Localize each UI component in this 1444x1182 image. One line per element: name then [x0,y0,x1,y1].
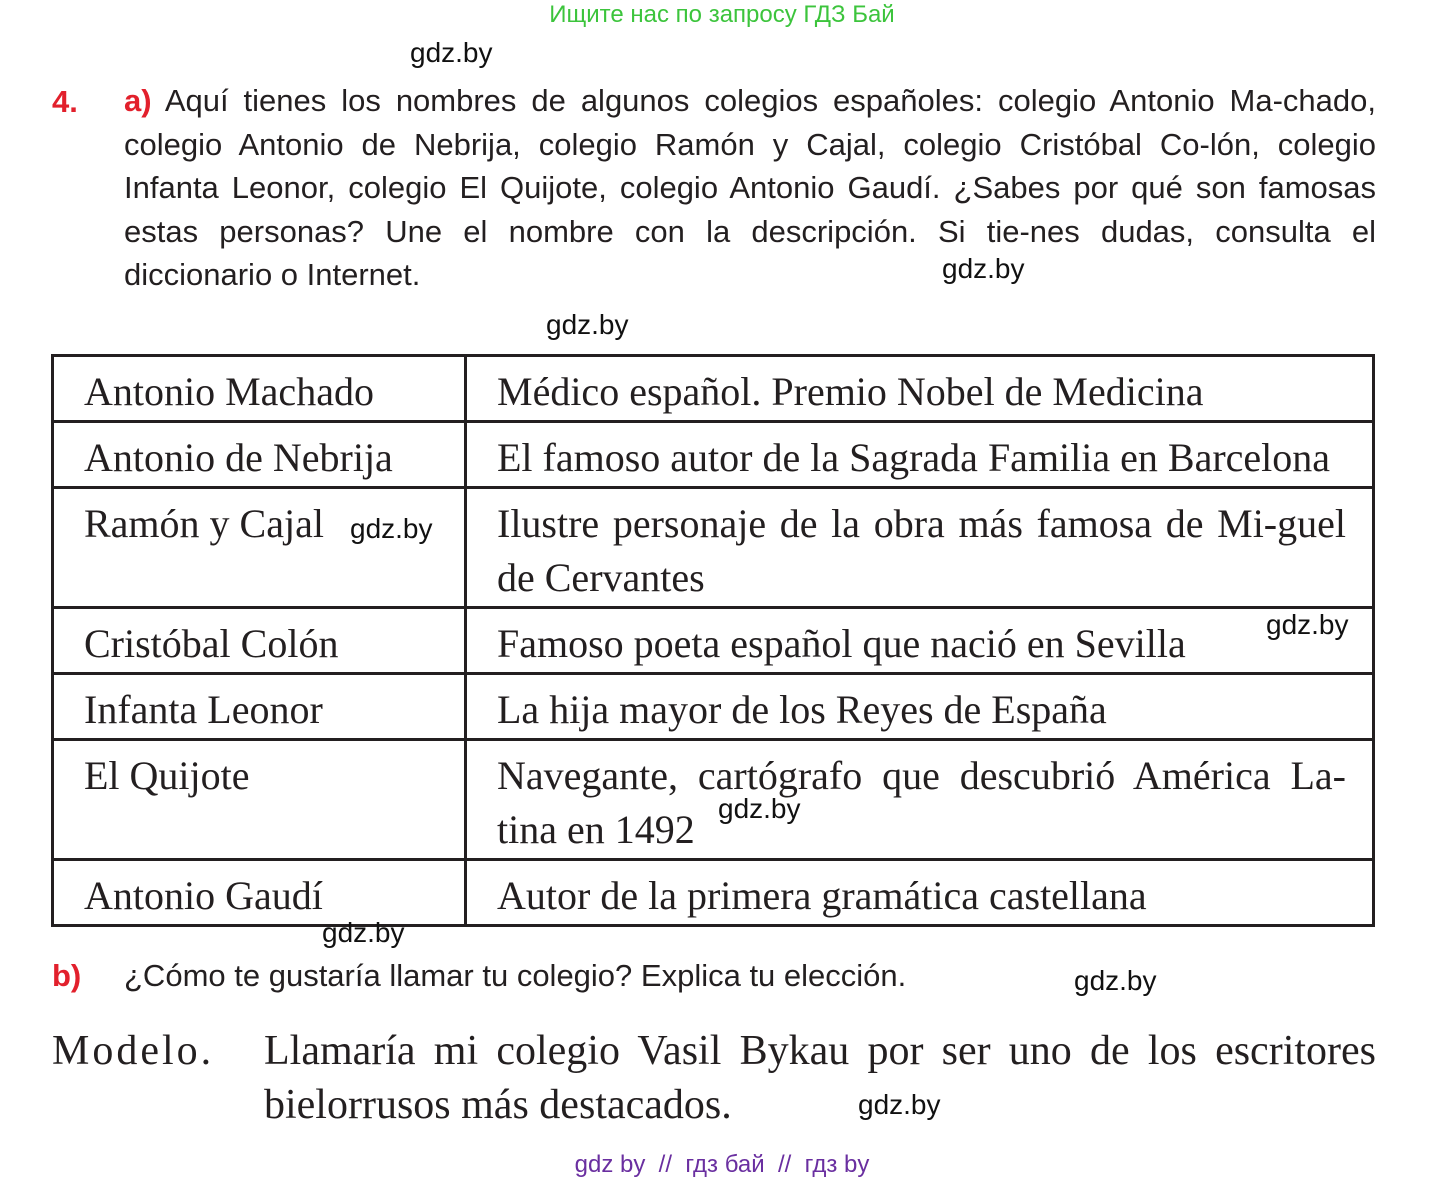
watermark: gdz.by [858,1089,941,1120]
watermark: gdz.by [350,513,433,544]
table-row [53,674,1374,740]
person-description: La hija mayor de los Reyes de España [466,674,1374,740]
watermark: gdz.by [1074,965,1157,996]
watermark: gdz.by [1266,609,1349,640]
person-description: Autor de la primera gramática castellana [466,860,1374,926]
part-b-text: ¿Cómo te gustaría llamar tu colegio? Explica tu elección. [124,958,907,993]
part-b-label: b) [52,958,82,993]
part-a-paragraph [124,79,1376,297]
model-text: Llamaría mi colegio Vasil Bykau por ser uno de los escritores bielorrusos más destacados. [264,1028,1376,1128]
person-description: El famoso autor de la Sagrada Familia en Barcelona [466,422,1374,488]
person-name: Infanta Leonor [53,674,466,740]
watermark: gdz.by [718,793,801,824]
exercise-number: 4. [52,84,78,119]
person-name: Antonio de Nebrija [53,422,466,488]
person-description: Navegante, cartógrafo que descubrió América La-tina en 1492 [466,740,1374,860]
person-name: El Quijote [53,740,466,860]
part-a-text: Aquí tienes los nombres de algunos colegios españoles: colegio Antonio Ma-chado, colegio Antonio de Nebrija, colegio Ramón y Cajal, colegio Cristóbal Co-lón, colegio Infanta Leonor, colegio El Quijote, colegio Antonio Gaudí. ¿Sabes por qué son famosas estas personas? Une el nombre con la descripción. Si tie-nes dudas, consulta el diccionario o Internet. [124,83,1376,292]
top-banner: Ищите нас по запросу ГДЗ Бай [549,1,895,28]
person-description: Médico español. Premio Nobel de Medicina [466,356,1374,422]
watermark: gdz.by [546,309,629,340]
table-row [53,608,1374,674]
person-name: Antonio Machado [53,356,466,422]
person-name: Cristóbal Colón [53,608,466,674]
watermark: gdz.by [942,253,1025,284]
table-row [53,422,1374,488]
watermark: gdz.by [410,37,493,68]
person-description: Famoso poeta español que nació en Sevilla [466,608,1374,674]
person-description: Ilustre personaje de la obra más famosa de Mi-guel de Cervantes [466,488,1374,608]
matching-table [51,354,1375,927]
part-a-label: a) [124,83,152,118]
footer-links: gdz by // гдз бай // гдз by [574,1151,870,1178]
model-label: Modelo. [52,1028,215,1074]
table-row [53,740,1374,860]
table-row [53,488,1374,608]
person-name: Antonio Gaudí [53,860,466,926]
person-name: Ramón y Cajal [53,488,466,608]
table-row [53,356,1374,422]
table-row [53,860,1374,926]
watermark: gdz.by [322,917,405,948]
